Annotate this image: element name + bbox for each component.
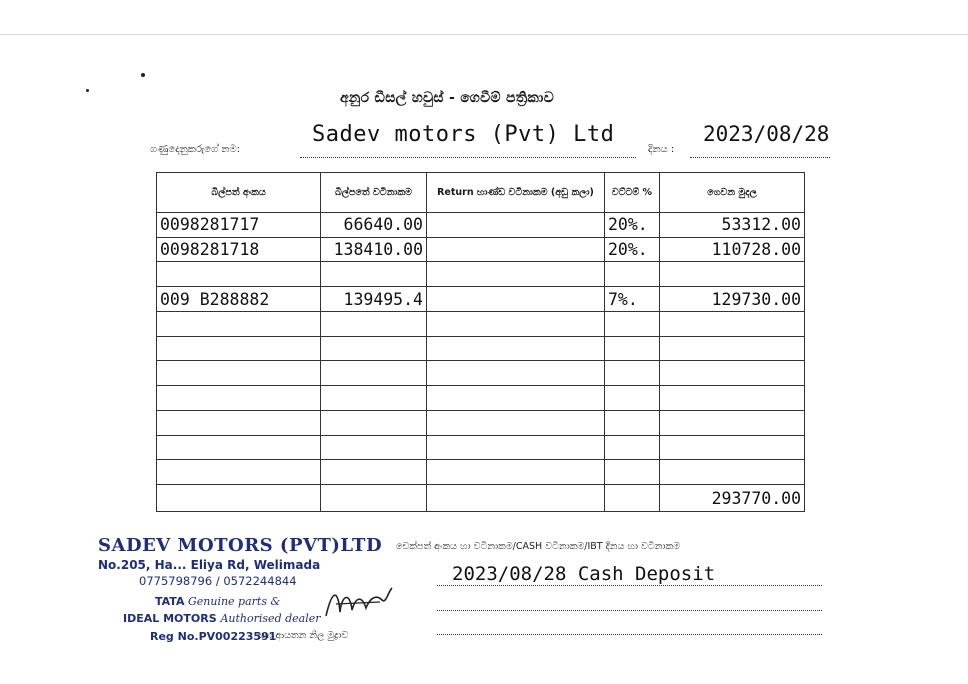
table-row <box>157 460 805 485</box>
total-row <box>157 485 805 512</box>
payment-dotted-line <box>437 610 822 611</box>
return-value-cell <box>427 386 605 411</box>
company-phones: 0775798796 / 0572244844 <box>139 574 297 588</box>
return-value-cell <box>427 213 605 238</box>
bill-table-body <box>157 213 805 512</box>
bill-value-cell: 138410.00 <box>321 237 427 262</box>
payment-dotted-line <box>437 585 822 586</box>
table-row <box>157 361 805 386</box>
signature-icon <box>322 582 394 622</box>
discount-cell <box>605 460 660 485</box>
form-date: 2023/08/28 <box>703 122 830 146</box>
bill-number-cell <box>157 311 321 336</box>
table-row <box>157 213 805 238</box>
bill-value-cell: 66640.00 <box>321 213 427 238</box>
discount-cell <box>605 262 660 287</box>
amount-paid-cell <box>660 460 805 485</box>
scan-edge-line <box>0 34 968 35</box>
header-bill-value: බිල්පතේ වටිනාකම <box>321 173 427 213</box>
header-bill-number: බිල්පත් අංකය <box>157 173 321 213</box>
discount-cell <box>605 311 660 336</box>
company-name: SADEV MOTORS (PVT)LTD <box>98 535 383 556</box>
empty-cell <box>605 485 660 512</box>
discount-cell: 7%. <box>605 287 660 312</box>
bill-value-cell <box>321 361 427 386</box>
bill-value-cell <box>321 386 427 411</box>
bill-number-cell: 0098281718 <box>157 237 321 262</box>
table-row <box>157 311 805 336</box>
header-discount: වට්ටම් % <box>605 173 660 213</box>
empty-cell <box>427 485 605 512</box>
return-value-cell <box>427 410 605 435</box>
header-return-value: Return භාණ්ඩ වටිනාකම (අඩු කලා) <box>427 173 605 213</box>
bill-number-cell: 0098281717 <box>157 213 321 238</box>
company-reg-number: Reg No.PV00223591 <box>150 630 277 643</box>
total-amount: 293770.00 <box>660 485 805 512</box>
bill-number-cell <box>157 435 321 460</box>
tata-text: Genuine parts & <box>187 595 281 608</box>
date-dotted-line <box>690 157 830 158</box>
bill-value-cell <box>321 311 427 336</box>
ideal-text: Authorised dealer <box>220 612 321 625</box>
table-row <box>157 386 805 411</box>
table-row <box>157 410 805 435</box>
discount-cell: 20%. <box>605 213 660 238</box>
amount-paid-cell <box>660 410 805 435</box>
bill-value-cell: 139495.4 <box>321 287 427 312</box>
empty-cell <box>157 485 321 512</box>
bill-table <box>156 172 805 512</box>
date-label: දිනය : <box>648 144 675 155</box>
discount-cell <box>605 435 660 460</box>
stamp-label: සහ ආයතන නිල මුද්‍රාව <box>258 630 349 641</box>
bill-value-cell <box>321 435 427 460</box>
payer-dotted-line <box>300 157 636 158</box>
amount-paid-cell <box>660 386 805 411</box>
bill-value-cell <box>321 262 427 287</box>
bill-number-cell <box>157 386 321 411</box>
return-value-cell <box>427 311 605 336</box>
tata-label: TATA <box>155 595 185 608</box>
return-value-cell <box>427 336 605 361</box>
bill-number-cell <box>157 336 321 361</box>
bill-number-cell: 009 B288882 <box>157 287 321 312</box>
company-tata-line <box>155 595 280 608</box>
discount-cell <box>605 336 660 361</box>
payment-label: චෙක්පත් අංකය හා වටිනාකම/CASH වටිනාකම/IBT දිනය හා වටිනාකම <box>396 541 681 552</box>
speck <box>141 73 145 77</box>
return-value-cell <box>427 435 605 460</box>
bill-number-cell <box>157 410 321 435</box>
table-row <box>157 262 805 287</box>
amount-paid-cell <box>660 336 805 361</box>
bill-number-cell <box>157 262 321 287</box>
payer-name: Sadev motors (Pvt) Ltd <box>312 122 615 147</box>
amount-paid-cell <box>660 361 805 386</box>
empty-cell <box>321 485 427 512</box>
ideal-label: IDEAL MOTORS <box>123 612 217 625</box>
amount-paid-cell <box>660 262 805 287</box>
table-row <box>157 336 805 361</box>
return-value-cell <box>427 361 605 386</box>
header-amount-paid: ගෙවන මුදල <box>660 173 805 213</box>
bill-value-cell <box>321 410 427 435</box>
return-value-cell <box>427 287 605 312</box>
amount-paid-cell: 129730.00 <box>660 287 805 312</box>
amount-paid-cell <box>660 435 805 460</box>
amount-paid-cell: 53312.00 <box>660 213 805 238</box>
company-address: No.205, Ha... Eliya Rd, Welimada <box>98 558 321 572</box>
bill-value-cell <box>321 460 427 485</box>
return-value-cell <box>427 460 605 485</box>
discount-cell <box>605 410 660 435</box>
speck <box>86 89 89 92</box>
table-row <box>157 237 805 262</box>
bill-number-cell <box>157 460 321 485</box>
return-value-cell <box>427 262 605 287</box>
amount-paid-cell <box>660 311 805 336</box>
form-title: අනුර ඩීසල් හවුස් - ගෙවීම් පත්‍රිකාව <box>340 90 555 106</box>
bill-value-cell <box>321 336 427 361</box>
return-value-cell <box>427 237 605 262</box>
amount-paid-cell: 110728.00 <box>660 237 805 262</box>
payment-value: 2023/08/28 Cash Deposit <box>452 563 716 585</box>
payer-label: ගණුදෙනුකරුගේ නම: <box>150 144 241 155</box>
discount-cell <box>605 361 660 386</box>
discount-cell <box>605 386 660 411</box>
payment-dotted-line <box>437 634 822 635</box>
bill-number-cell <box>157 361 321 386</box>
company-ideal-line <box>123 612 321 625</box>
table-row <box>157 435 805 460</box>
table-row <box>157 287 805 312</box>
discount-cell: 20%. <box>605 237 660 262</box>
